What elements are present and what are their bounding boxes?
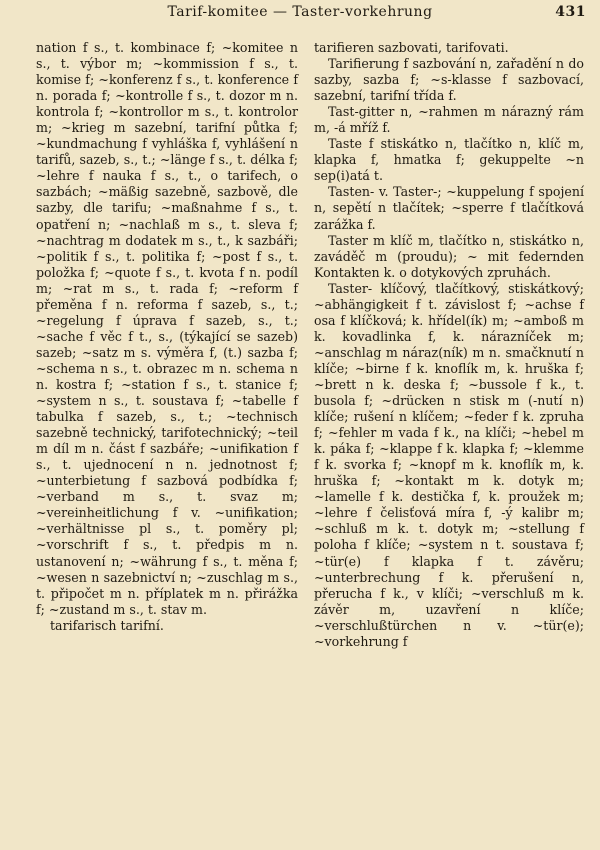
entry-block: Tarifierung f sazbování n, zařadění n do sazby, sazba f; ~s-klasse f sazbovací, sazební, tarifní třída f. [314, 56, 584, 104]
running-title: Tarif-komitee — Taster-vorkehrung [167, 4, 433, 20]
entry-block: Taste f stiskátko n, tlačítko n, klíč m, klapka f, hmatka f; gekuppelte ~n sep(i)atá t. [314, 136, 584, 184]
page-number: 431 [555, 4, 586, 20]
entry-block: nation f s., t. kombinace f; ~komitee n s., t. výbor m; ~kommission f s., t. komise f; ~konferenz f s., t. konference f n. porada f; ~kontrolle f s., t. dozor m n. kontrola f; ~kontrollor m s., t. kontrolor m; ~krieg m sazební, tarifní půtka f; ~kundmachung f vyhláška f, vyhlášení n tarifů, sazeb, s., t.; ~länge f s., t. délka f; ~lehre f nauka f s., t., o tarifech, o sazbách; ~mäßig sazebně, sazbově, dle sazby, dle tarifu; ~maßnahme f s., t. opatření n; ~nachlaß m s., t. sleva f; ~nachtrag m dodatek m s., t., k sazbáři; ~politik f s., t. politika f; ~post f s., t. položka f; ~quote f s., t. kvota f n. podíl m; ~rat m s., t. rada f; ~reform f přeměna f n. reforma f sazeb, s., t.; ~regelung f úprava f sazeb, s., t.; ~sache f věc f t., s., (týkající se sazeb) sazeb; ~satz m s. výměra f, (t.) sazba f; ~schema n s., t. obrazec m n. schema n n. kostra f; ~station f s., t. stanice f; ~system n s., t. soustava f; ~tabelle f tabulka f sazeb, s., t.; ~technisch sazebně technický, tarifotechnický; ~teil m díl m n. část f sazbáře; ~unifikation f s., t. ujednocení n n. jednotnost f; ~unterbietung f sazbová podbídka f; ~verband m s., t. svaz m; ~vereinheitlichung f v. ~unifikation; ~verhältnisse pl s., t. poměry pl; ~vorschrift f s., t. předpis m n. ustanovení n; ~währung f s., t. měna f; ~wesen n sazebnictví n; ~zuschlag m s., t. připočet m n. příplatek m n. přirážka f; ~zustand m s., t. stav m. [36, 40, 298, 617]
left-column [36, 40, 298, 634]
right-column [314, 40, 584, 650]
entry-block: tarifieren sazbovati, tarifovati. [314, 40, 509, 55]
entry-block: tarifarisch tarifní. [50, 617, 164, 633]
entry-block: Taster- klíčový, tlačítkový, stiskátkový; ~abhängigkeit f t. závislost f; ~achse f osa f klíčková; k. hřídel(ík) m; ~amboß m k. kovadlinka f, k. nárazníček m; ~anschlag m náraz(ník) m n. smačknutí n klíče; ~birne f k. knoflík m, k. hruška f; ~brett n k. deska f; ~bussole f k., t. busola f; ~drücken n stisk m (-nutí n) klíče; rušení n klíčem; ~feder f k. zpruha f; ~fehler m vada f k., na klíči; ~hebel m k. páka f; ~klappe f k. klapka f; ~klemme f k. svorka f; ~knopf m k. knoflík m, k. hruška f; ~kontakt m k. dotyk m; ~lamelle f k. destička f, k. proužek m; ~lehre f čelisťová míra f, -ý kalibr m; ~schluß m k. t. dotyk m; ~stellung f poloha f klíče; ~system n t. soustava f; ~tür(e) f klapka f t. závěru; ~unterbrechung f k. přerušení n, přerucha f k., v klíči; ~verschluß m k. závěr m, uzavření n klíče; ~verschlußtürchen n v. ~tür(e); ~vorkehrung f [314, 280, 584, 649]
running-header [0, 4, 600, 26]
entry-block: Taster m klíč m, tlačítko n, stiskátko n, zaváděč m (proudu); ~ mit federnden Kontakten k. o dotykových zpruhách. [314, 232, 584, 280]
entry-block: Tasten- v. Taster-; ~kuppelung f spojení n, sepětí n tlačítek; ~sperre f tlačítková zarážka f. [314, 184, 584, 232]
entry-block: Tast-gitter n, ~rahmen m nárazný rám m, -á mříž f. [314, 104, 584, 136]
